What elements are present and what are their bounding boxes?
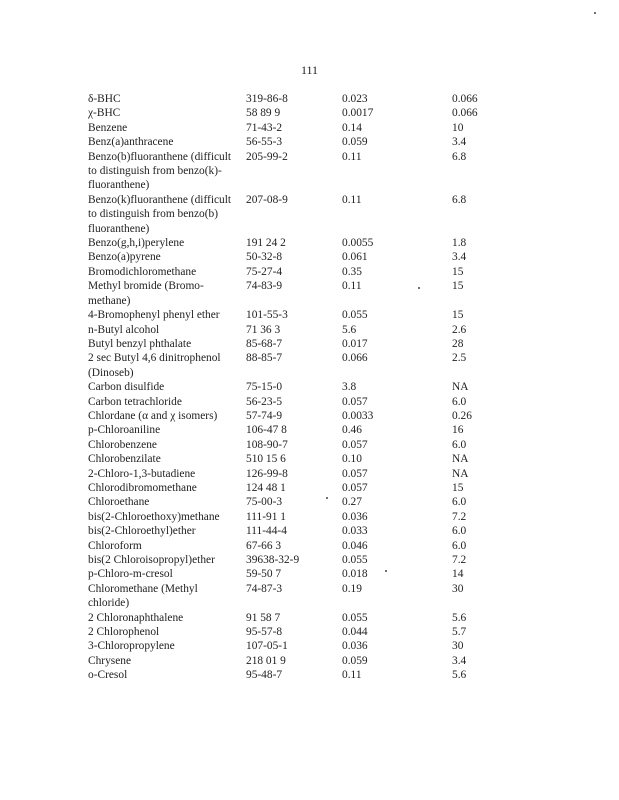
cas-number-cell: 75-27-4 <box>246 265 283 278</box>
chemical-name-line: bis(2-Chloroethoxy)methane <box>88 510 220 523</box>
chemical-name-cell <box>88 582 246 611</box>
chemical-name-line: Benzo(a)pyrene <box>88 251 161 264</box>
value-2-cell: 1.8 <box>452 237 467 250</box>
chemical-name-line: Carbon disulfide <box>88 381 165 394</box>
chemical-name-line: Chrysene <box>88 654 132 667</box>
value-2-cell: 15 <box>452 309 464 322</box>
chemical-name-line: Chlorobenzene <box>88 438 157 451</box>
chemical-name-line: 2 sec Butyl 4,6 dinitrophenol <box>88 352 221 365</box>
value-1-cell: 0.023 <box>342 93 368 105</box>
chemical-name-line: o-Cresol <box>88 669 128 682</box>
chemical-name-cell <box>88 308 246 322</box>
value-1-cell: 0.057 <box>342 438 368 451</box>
value-1-cell: 0.044 <box>342 626 368 639</box>
value-2-cell: 6.0 <box>452 525 467 538</box>
cas-number-cell: 75-15-0 <box>246 381 283 394</box>
chemical-name-line: Butyl benzyl phthalate <box>88 337 192 350</box>
value-1-cell: 0.017 <box>342 337 368 350</box>
value-1-cell: 0.046 <box>342 539 368 552</box>
chemical-name-cell <box>88 150 246 193</box>
table-row <box>88 510 588 524</box>
chemical-name-cell <box>88 337 246 351</box>
table-row <box>88 265 588 279</box>
table-row <box>88 150 588 193</box>
table-row <box>88 423 588 437</box>
chemical-name-line: fluoranthene) <box>88 222 150 235</box>
table-row <box>88 582 588 611</box>
cas-number-cell: 108-90-7 <box>246 438 288 451</box>
value-2-cell: 7.2 <box>452 554 467 566</box>
chemical-name-line: (Dinoseb) <box>88 366 134 379</box>
table-row <box>88 539 588 553</box>
value-1-cell: 0.059 <box>342 136 368 149</box>
chemical-name-line: methane) <box>88 294 131 307</box>
value-2-cell: 2.5 <box>452 352 467 365</box>
cas-number-cell: 88-85-7 <box>246 352 283 365</box>
chemical-name-cell <box>88 510 246 524</box>
table-row <box>88 279 588 308</box>
value-2-cell: 16 <box>452 424 464 437</box>
cas-number-cell: 218 01 9 <box>246 654 286 667</box>
value-1-cell: 0.057 <box>342 395 368 408</box>
value-1-cell: 0.055 <box>342 554 368 566</box>
value-1-cell: 0.10 <box>342 453 362 466</box>
cas-number-cell: 39638-32-9 <box>246 554 300 566</box>
chemical-name-line: bis(2 Chloroisopropyl)ether <box>88 554 215 566</box>
table-row <box>88 337 588 351</box>
value-2-cell: 30 <box>452 582 464 595</box>
value-1-cell: 0.066 <box>342 352 368 365</box>
cas-number-cell: 85-68-7 <box>246 337 283 350</box>
value-2-cell: 15 <box>452 265 464 278</box>
chemical-name-line: bis(2-Chloroethyl)ether <box>88 525 196 538</box>
chemical-name-line: Chlorobenzilate <box>88 453 161 466</box>
cas-number-cell: 56-23-5 <box>246 395 283 408</box>
value-2-cell: 15 <box>452 481 464 494</box>
value-1-cell: 0.0017 <box>342 107 374 120</box>
chemical-name-line: p-Chloro-m-cresol <box>88 568 173 581</box>
chemical-name-cell <box>88 438 246 452</box>
chemical-name-line: 3-Chloropropylene <box>88 640 175 653</box>
cas-number-cell: 319-86-8 <box>246 93 288 105</box>
value-1-cell: 0.11 <box>342 669 362 682</box>
table-row <box>88 323 588 337</box>
scan-speck <box>594 12 596 14</box>
value-2-cell: 0.066 <box>452 107 478 120</box>
chemical-name-cell <box>88 135 246 149</box>
table-row <box>88 409 588 423</box>
value-1-cell: 0.061 <box>342 251 368 264</box>
value-2-cell: 15 <box>452 280 464 293</box>
table-row <box>88 639 588 653</box>
cas-number-cell: 67-66 3 <box>246 539 282 552</box>
chemical-name-line: n-Butyl alcohol <box>88 323 160 336</box>
chemical-name-cell <box>88 611 246 625</box>
chemical-name-cell <box>88 395 246 409</box>
value-1-cell: 0.11 <box>342 280 362 293</box>
cas-number-cell: 95-57-8 <box>246 626 283 639</box>
value-1-cell: 5.6 <box>342 323 357 336</box>
cas-number-cell: 124 48 1 <box>246 481 286 494</box>
value-1-cell: 0.27 <box>342 496 362 509</box>
cas-number-cell: 91 58 7 <box>246 611 281 624</box>
chemical-name-line: chloride) <box>88 597 130 610</box>
table-row <box>88 438 588 452</box>
table-row <box>88 567 588 581</box>
value-1-cell: 0.35 <box>342 265 362 278</box>
cas-number-cell: 74-87-3 <box>246 582 283 595</box>
table-row <box>88 135 588 149</box>
chemical-name-line: Carbon tetrachloride <box>88 395 182 408</box>
value-2-cell: NA <box>452 453 469 466</box>
chemical-name-line: Methyl bromide (Bromo- <box>88 280 204 293</box>
cas-number-cell: 106-47 8 <box>246 424 287 437</box>
chemical-name-cell <box>88 524 246 538</box>
chemical-name-cell <box>88 106 246 120</box>
scan-speck <box>385 570 387 572</box>
chemical-name-line: Chlorodibromomethane <box>88 481 197 494</box>
cas-number-cell: 126-99-8 <box>246 467 288 480</box>
table-row <box>88 553 588 567</box>
table-row <box>88 395 588 409</box>
table-row <box>88 668 588 682</box>
value-2-cell: 5.6 <box>452 611 467 624</box>
chemical-name-line: Chloromethane (Methyl <box>88 582 198 595</box>
table-row <box>88 236 588 250</box>
scan-speck <box>418 287 420 289</box>
cas-number-cell: 107-05-1 <box>246 640 288 653</box>
value-2-cell: NA <box>452 467 469 480</box>
cas-number-cell: 111-44-4 <box>246 525 287 538</box>
value-2-cell: 30 <box>452 640 464 653</box>
chemical-name-cell <box>88 193 246 236</box>
chemical-name-cell <box>88 481 246 495</box>
chemical-name-line: χ-BHC <box>88 107 121 120</box>
table-row <box>88 495 588 509</box>
cas-number-cell: 191 24 2 <box>246 237 286 250</box>
table-row <box>88 250 588 264</box>
value-2-cell: 10 <box>452 121 464 134</box>
chemical-name-line: δ-BHC <box>88 93 121 105</box>
cas-number-cell: 58 89 9 <box>246 107 281 120</box>
chemical-name-cell <box>88 279 246 308</box>
value-1-cell: 0.11 <box>342 193 362 206</box>
table-row <box>88 92 588 106</box>
value-1-cell: 0.055 <box>342 611 368 624</box>
table-row <box>88 380 588 394</box>
value-1-cell: 0.036 <box>342 640 368 653</box>
chemical-name-line: Benz(a)anthracene <box>88 136 174 149</box>
table-row <box>88 106 588 120</box>
chemical-name-cell <box>88 452 246 466</box>
value-2-cell: 7.2 <box>452 510 467 523</box>
value-1-cell: 0.11 <box>342 150 362 163</box>
chemical-name-cell <box>88 323 246 337</box>
table-row <box>88 611 588 625</box>
chemical-name-line: Chloroethane <box>88 496 150 509</box>
chemical-name-line: to distinguish from benzo(b) <box>88 208 219 221</box>
table-row <box>88 351 588 380</box>
cas-number-cell: 50-32-8 <box>246 251 283 264</box>
table-row <box>88 654 588 668</box>
value-2-cell: 6.0 <box>452 539 467 552</box>
value-2-cell: 3.4 <box>452 136 467 149</box>
table-body <box>88 92 588 683</box>
chemical-name-cell <box>88 423 246 437</box>
value-2-cell: 6.0 <box>452 395 467 408</box>
cas-number-cell: 95-48-7 <box>246 669 283 682</box>
table-row <box>88 121 588 135</box>
cas-number-cell: 205-99-2 <box>246 150 288 163</box>
value-2-cell: 2.6 <box>452 323 467 336</box>
value-1-cell: 0.018 <box>342 568 368 581</box>
chemical-name-cell <box>88 467 246 481</box>
chemical-name-line: 2-Chloro-1,3-butadiene <box>88 467 196 480</box>
cas-number-cell: 207-08-9 <box>246 193 288 206</box>
table-row <box>88 481 588 495</box>
table-row <box>88 308 588 322</box>
scan-speck <box>326 497 328 499</box>
value-2-cell: 6.0 <box>452 438 467 451</box>
chemical-name-cell <box>88 654 246 668</box>
constituent-table <box>88 92 588 683</box>
chemical-name-cell <box>88 351 246 380</box>
value-1-cell: 0.055 <box>342 309 368 322</box>
value-2-cell: 28 <box>452 337 464 350</box>
cas-number-cell: 111-91 1 <box>246 510 286 523</box>
cas-number-cell: 74-83-9 <box>246 280 283 293</box>
chemical-name-line: 4-Bromophenyl phenyl ether <box>88 309 220 322</box>
cas-number-cell: 71-43-2 <box>246 121 283 134</box>
chemical-name-cell <box>88 567 246 581</box>
chemical-name-line: Bromodichloromethane <box>88 265 197 278</box>
chemical-name-cell <box>88 236 246 250</box>
chemical-name-cell <box>88 409 246 423</box>
value-1-cell: 0.14 <box>342 121 362 134</box>
chemical-name-cell <box>88 668 246 682</box>
value-2-cell: 5.7 <box>452 626 467 639</box>
value-2-cell: 6.8 <box>452 193 467 206</box>
value-2-cell: 0.26 <box>452 409 472 422</box>
chemical-name-cell <box>88 92 246 106</box>
chemical-name-line: to distinguish from benzo(k)- <box>88 165 222 178</box>
value-1-cell: 0.059 <box>342 654 368 667</box>
value-2-cell: 3.4 <box>452 654 467 667</box>
chemical-name-cell <box>88 380 246 394</box>
chemical-name-line: 2 Chloronaphthalene <box>88 611 184 624</box>
value-1-cell: 0.057 <box>342 481 368 494</box>
chemical-name-line: Chlordane (α and χ isomers) <box>88 409 218 422</box>
chemical-name-cell <box>88 265 246 279</box>
chemical-name-line: 2 Chlorophenol <box>88 626 160 639</box>
chemical-name-cell <box>88 553 246 567</box>
chemical-name-cell <box>88 539 246 553</box>
value-2-cell: 14 <box>452 568 464 581</box>
value-1-cell: 0.036 <box>342 510 368 523</box>
value-1-cell: 3.8 <box>342 381 357 394</box>
chemical-name-line: Benzo(b)fluoranthene (difficult <box>88 150 232 163</box>
value-2-cell: 0.066 <box>452 93 478 105</box>
chemical-name-cell <box>88 625 246 639</box>
table-row <box>88 467 588 481</box>
chemical-name-line: Benzo(k)fluoranthene (difficult <box>88 193 232 206</box>
chemical-name-cell <box>88 121 246 135</box>
value-1-cell: 0.057 <box>342 467 368 480</box>
value-2-cell: 3.4 <box>452 251 467 264</box>
value-1-cell: 0.033 <box>342 525 368 538</box>
cas-number-cell: 510 15 6 <box>246 453 286 466</box>
table-row <box>88 452 588 466</box>
cas-number-cell: 59-50 7 <box>246 568 282 581</box>
value-1-cell: 0.46 <box>342 424 362 437</box>
chemical-name-line: Benzo(g,h,i)perylene <box>88 237 185 250</box>
chemical-name-cell <box>88 639 246 653</box>
cas-number-cell: 75-00-3 <box>246 496 283 509</box>
value-1-cell: 0.0033 <box>342 409 374 422</box>
chemical-name-cell <box>88 495 246 509</box>
cas-number-cell: 56-55-3 <box>246 136 283 149</box>
chemical-name-line: Chloroform <box>88 539 142 552</box>
cas-number-cell: 57-74-9 <box>246 409 283 422</box>
value-2-cell: 6.8 <box>452 150 467 163</box>
table-row <box>88 193 588 236</box>
value-1-cell: 0.19 <box>342 582 362 595</box>
value-1-cell: 0.0055 <box>342 237 374 250</box>
chemical-name-line: p-Chloroaniline <box>88 424 161 437</box>
value-2-cell: 6.0 <box>452 496 467 509</box>
chemical-name-line: Benzene <box>88 121 128 134</box>
page-number: 111 <box>300 63 319 77</box>
table-row <box>88 625 588 639</box>
table-row <box>88 524 588 538</box>
value-2-cell: 5.6 <box>452 669 467 682</box>
value-2-cell: NA <box>452 381 469 394</box>
cas-number-cell: 101-55-3 <box>246 309 288 322</box>
cas-number-cell: 71 36 3 <box>246 323 281 336</box>
chemical-name-cell <box>88 250 246 264</box>
chemical-name-line: fluoranthene) <box>88 179 150 192</box>
